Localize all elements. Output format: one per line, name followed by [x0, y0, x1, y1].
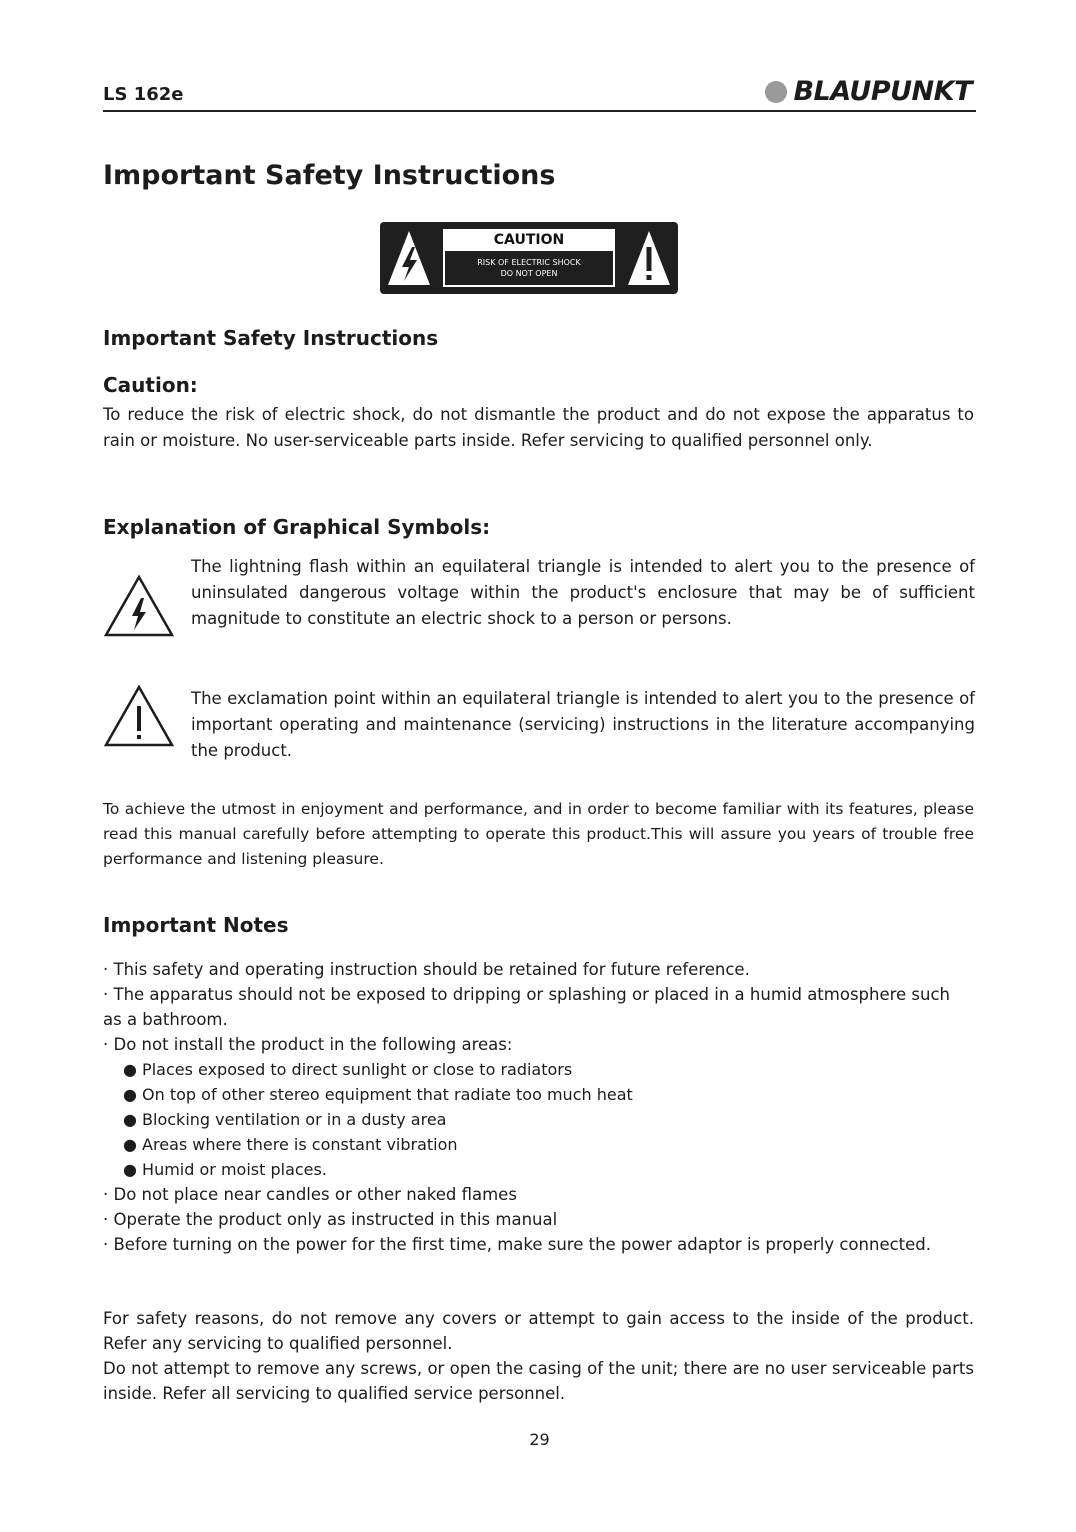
- caution-subtext: [443, 251, 615, 287]
- brand-dot-icon: [765, 81, 787, 103]
- note-sub-item: ● On top of other stereo equipment that radiate too much heat: [123, 1085, 633, 1104]
- caution-paragraph: To reduce the risk of electric shock, do not dismantle the product and do not expose the apparatus to rain or moisture. No user-serviceable parts inside. Refer servicing to qualified personnel only.: [103, 405, 974, 450]
- caution-line-1: RISK OF ELECTRIC SHOCK: [477, 258, 581, 267]
- intro-paragraph: To achieve the utmost in enjoyment and performance, and in order to become familiar with its features, please read this manual carefully before attempting to operate this product.This will assure you years of trouble free performance and listening pleasure.: [103, 800, 974, 868]
- note-item: · Do not place near candles or other naked flames: [103, 1185, 517, 1204]
- safety-paragraph-2: Do not attempt to remove any screws, or open the casing of the unit; there are no user serviceable parts inside. Refer all servicing to qualified service personnel.: [103, 1359, 974, 1403]
- caution-heading: Caution:: [103, 373, 198, 397]
- exclamation-triangle-icon: [103, 684, 175, 748]
- exclamation-explanation: The exclamation point within an equilateral triangle is intended to alert you to the presence of important operating and maintenance (servicing) instructions in the literature accompanying the product.: [191, 689, 975, 760]
- page-number: 29: [529, 1430, 550, 1449]
- page-header: [103, 76, 976, 112]
- model-number: LS 162e: [103, 84, 184, 105]
- caution-line-2: DO NOT OPEN: [500, 269, 558, 278]
- symbols-heading: Explanation of Graphical Symbols:: [103, 515, 491, 539]
- note-item: · Operate the product only as instructed in this manual: [103, 1210, 558, 1229]
- note-item: · Do not install the product in the following areas:: [103, 1035, 513, 1054]
- note-item: · The apparatus should not be exposed to dripping or splashing or placed in a humid atmosphere such as a bathroom.: [103, 985, 951, 1029]
- note-item: · Before turning on the power for the first time, make sure the power adaptor is properly connected.: [103, 1235, 932, 1254]
- brand-logo: [765, 76, 972, 107]
- caution-title: CAUTION: [443, 229, 615, 251]
- note-sub-item: ● Humid or moist places.: [123, 1160, 327, 1179]
- lightning-warning-icon: [386, 227, 432, 289]
- caution-text-box: [443, 229, 615, 287]
- brand-name: BLAUPUNKT: [793, 76, 972, 107]
- note-item: · This safety and operating instruction should be retained for future reference.: [103, 960, 750, 979]
- section-heading: Important Safety Instructions: [103, 326, 439, 350]
- notes-heading: Important Notes: [103, 913, 289, 937]
- caution-label: [380, 222, 678, 294]
- exclamation-warning-icon: [626, 227, 672, 289]
- safety-paragraph-1: For safety reasons, do not remove any covers or attempt to gain access to the inside of the product. Refer any servicing to qualified personnel.: [103, 1309, 974, 1353]
- note-sub-item: ● Areas where there is constant vibration: [123, 1135, 458, 1154]
- lightning-explanation: The lightning flash within an equilateral triangle is intended to alert you to the presence of uninsulated dangerous voltage within the product's enclosure that may be of sufficient magnitude to constitute an electric shock to a person or persons.: [191, 557, 975, 628]
- note-sub-item: ● Blocking ventilation or in a dusty area: [123, 1110, 447, 1129]
- page-title: Important Safety Instructions: [103, 160, 556, 191]
- note-sub-item: ● Places exposed to direct sunlight or close to radiators: [123, 1060, 573, 1079]
- lightning-triangle-icon: [103, 574, 175, 638]
